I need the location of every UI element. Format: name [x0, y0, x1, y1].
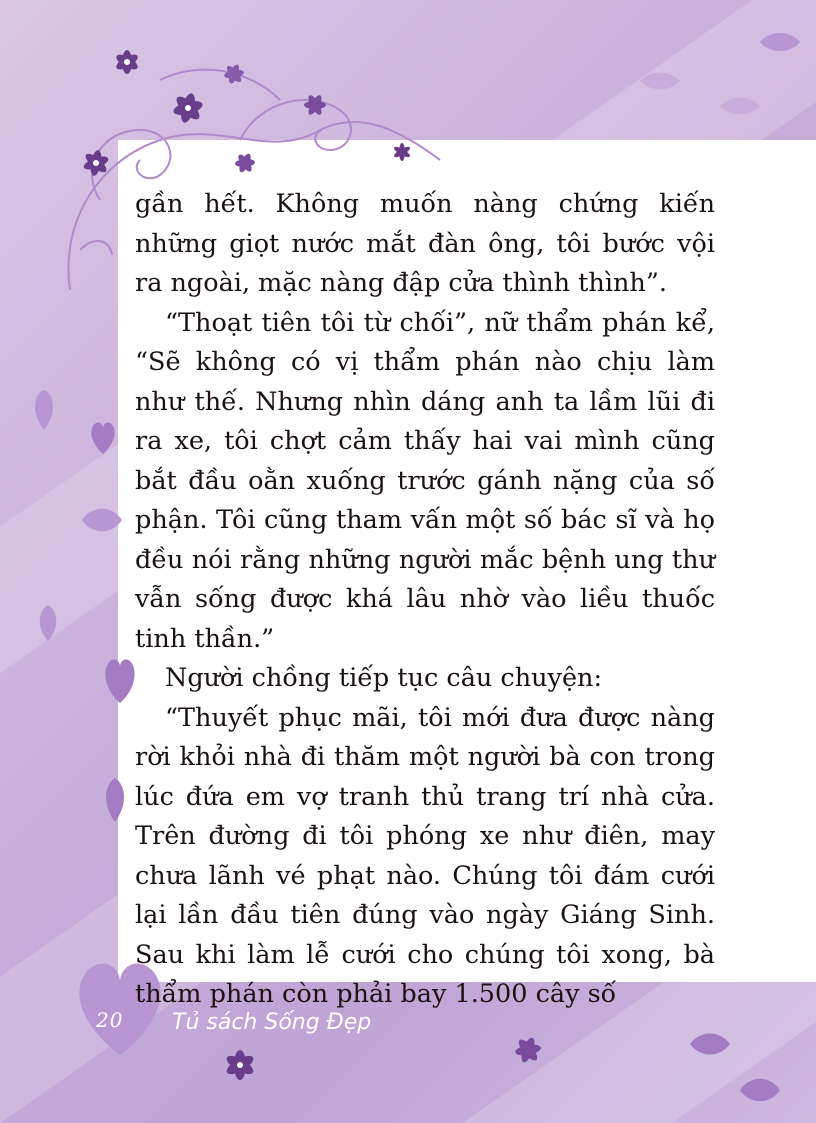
paragraph: “Thuyết phục mãi, tôi mới đưa được nàng rời khỏi nhà đi thăm một người bà con trong lúc đứa em vợ tranh thủ trang trí nhà cửa. Trên đường đi tôi phóng xe như điên, may chưa lãnh vé phạt nào. Chúng tôi đám cưới lại lần đầu tiên đúng vào ngày Giáng Sinh. Sau khi làm lễ cưới cho chúng tôi xong, bà thẩm phán còn phải bay 1.500 cây số — [135, 702, 715, 1009]
flower-icon — [168, 88, 208, 128]
series-title: Tủ sách Sống Đẹp — [172, 1010, 372, 1035]
paragraph: Người chồng tiếp tục câu chuyện: — [165, 663, 603, 693]
article-body — [135, 185, 715, 1015]
flower-icon — [300, 90, 330, 120]
heart-icon — [760, 30, 800, 54]
heart-icon — [690, 1030, 730, 1058]
flower-icon — [232, 150, 258, 176]
paragraph: “Thoạt tiên tôi từ chối”, nữ thẩm phán kể, “Sẽ không có vị thẩm phán nào chịu làm như thế. Nhưng nhìn dáng anh ta lầm lũi đi ra xe, tôi chợt cảm thấy hai vai mình cũng bắt đầu oằn xuống trước gánh nặng của số phận. Tôi cũng tham vấn một số bác sĩ và họ đều nói rằng những người mắc bệnh ung thư vẫn sống được khá lâu nhờ vào liều thuốc tinh thần.” — [135, 307, 715, 654]
flower-icon — [78, 145, 114, 181]
heart-icon — [720, 95, 760, 117]
heart-icon — [103, 778, 127, 822]
heart-icon — [82, 505, 122, 535]
heart-icon — [740, 1075, 780, 1105]
heart-icon — [32, 390, 56, 430]
flower-icon — [390, 140, 414, 164]
flower-icon — [110, 45, 144, 79]
flower-icon — [220, 1045, 260, 1085]
heart-icon — [36, 605, 60, 641]
flower-icon — [220, 60, 248, 88]
heart-icon — [102, 655, 138, 703]
heart-icon — [88, 420, 118, 454]
paragraph: gần hết. Không muốn nàng chứng kiến những giọt nước mắt đàn ông, tôi bước vội ra ngoài, mặc nàng đập cửa thình thình”. — [135, 189, 715, 298]
page-number: 20 — [96, 1008, 124, 1032]
flower-icon — [510, 1032, 546, 1068]
heart-icon — [640, 70, 680, 92]
